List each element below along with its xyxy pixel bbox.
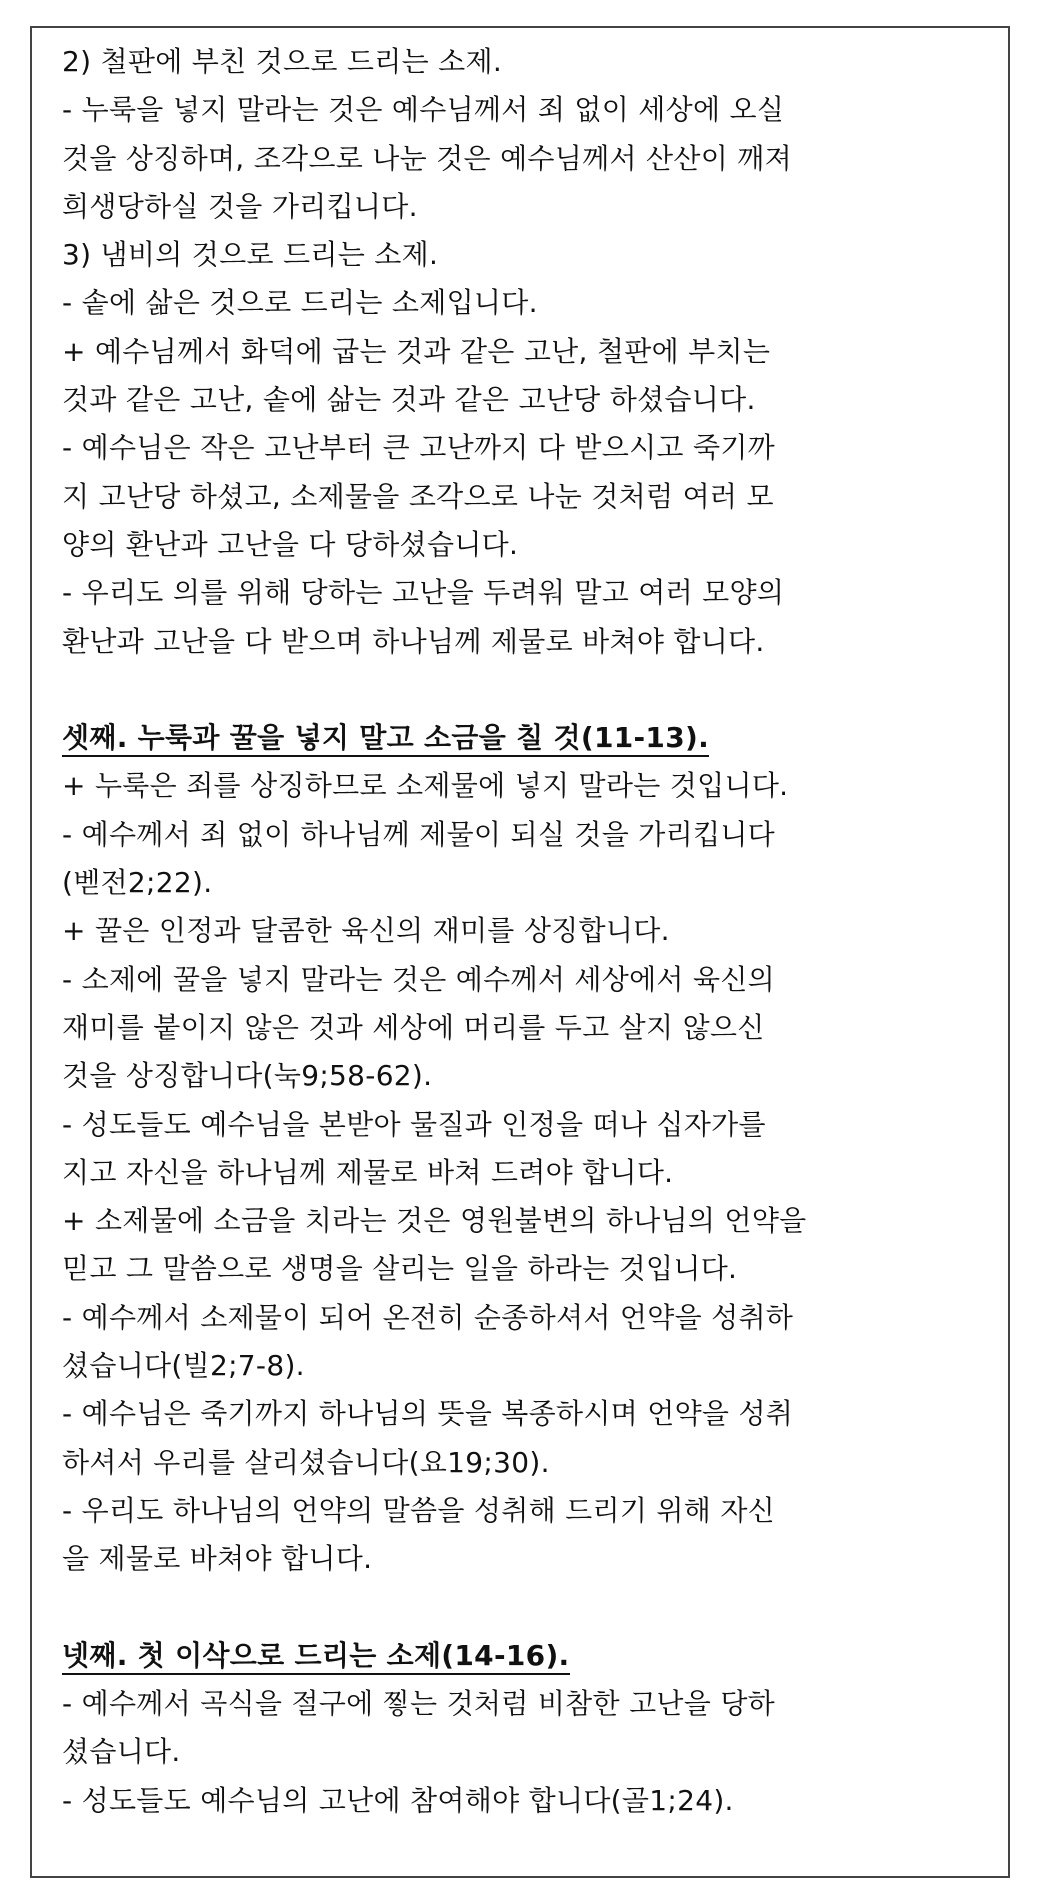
text-line: - 누룩을 넣지 말라는 것은 예수님께서 죄 없이 세상에 오실	[62, 93, 785, 127]
text-line: + 예수님께서 화덕에 굽는 것과 같은 고난, 철판에 부치는	[62, 334, 771, 368]
section-heading-text: 셋째. 누룩과 꿀을 넣지 말고 소금을 칠 것(11-13).	[62, 721, 709, 757]
section-third	[62, 714, 997, 1583]
text-line: 셨습니다.	[62, 1735, 181, 1769]
text-line: - 소제에 꿀을 넣지 말라는 것은 예수께서 세상에서 육신의	[62, 962, 776, 996]
text-line: 지 고난당 하셨고, 소제물을 조각으로 나눈 것처럼 여러 모	[62, 479, 774, 513]
text-line: 재미를 붙이지 않은 것과 세상에 머리를 두고 살지 않으신	[62, 1010, 765, 1044]
paragraph-spacer	[62, 1584, 997, 1632]
text-line: + 꿀은 인정과 달콤한 육신의 재미를 상징합니다.	[62, 914, 670, 948]
text-line: - 예수께서 죄 없이 하나님께 제물이 되실 것을 가리킵니다	[62, 817, 776, 851]
text-line: 하셔서 우리를 살리셨습니다(요19;30).	[62, 1445, 550, 1479]
text-line: - 예수께서 곡식을 절구에 찧는 것처럼 비참한 고난을 당하	[62, 1687, 776, 1721]
text-line: - 우리도 하나님의 언약의 말씀을 성취해 드리기 위해 자신	[62, 1493, 776, 1527]
text-line: + 소제물에 소금을 치라는 것은 영원불변의 하나님의 언약을	[62, 1204, 807, 1238]
section-heading-text: 넷째. 첫 이삭으로 드리는 소제(14-16).	[62, 1639, 570, 1675]
text-line: - 예수께서 소제물이 되어 온전히 순종하셔서 언약을 성취하	[62, 1300, 794, 1334]
text-line: - 솥에 삶은 것으로 드리는 소제입니다.	[62, 286, 538, 320]
paragraph-spacer	[62, 666, 997, 714]
section-2-3	[62, 38, 997, 666]
text-line: (벧전2;22).	[62, 866, 213, 900]
text-line: - 우리도 의를 위해 당하는 고난을 두려워 말고 여러 모양의	[62, 576, 785, 610]
text-line: 믿고 그 말씀으로 생명을 살리는 일을 하라는 것입니다.	[62, 1252, 738, 1286]
text-line: 을 제물로 바쳐야 합니다.	[62, 1542, 373, 1576]
text-line: 셨습니다(빌2;7-8).	[62, 1349, 305, 1383]
section-fourth	[62, 1632, 997, 1825]
text-line: - 예수님은 작은 고난부터 큰 고난까지 다 받으시고 죽기까	[62, 431, 776, 465]
text-line: 희생당하실 것을 가리킵니다.	[62, 189, 418, 223]
document-frame	[30, 26, 1010, 1878]
text-line: 것과 같은 고난, 솥에 삶는 것과 같은 고난당 하셨습니다.	[62, 383, 756, 417]
document-body	[62, 38, 997, 1825]
text-line: + 누룩은 죄를 상징하므로 소제물에 넣지 말라는 것입니다.	[62, 769, 789, 803]
text-line: - 성도들도 예수님을 본받아 물질과 인정을 떠나 십자가를	[62, 1107, 766, 1141]
text-line: 양의 환난과 고난을 다 당하셨습니다.	[62, 527, 519, 561]
text-line: - 예수님은 죽기까지 하나님의 뜻을 복종하시며 언약을 성취	[62, 1397, 794, 1431]
section-heading	[62, 1632, 997, 1680]
text-line: 것을 상징합니다(눅9;58-62).	[62, 1059, 433, 1093]
text-line: 지고 자신을 하나님께 제물로 바쳐 드려야 합니다.	[62, 1155, 674, 1189]
text-line: 것을 상징하며, 조각으로 나눈 것은 예수님께서 산산이 깨져	[62, 141, 792, 175]
text-line: 3) 냄비의 것으로 드리는 소제.	[62, 238, 439, 272]
text-line: 2) 철판에 부친 것으로 드리는 소제.	[62, 45, 503, 78]
text-line: - 성도들도 예수님의 고난에 참여해야 합니다(골1;24).	[62, 1783, 734, 1817]
section-heading	[62, 714, 997, 762]
text-line: 환난과 고난을 다 받으며 하나님께 제물로 바쳐야 합니다.	[62, 624, 765, 658]
